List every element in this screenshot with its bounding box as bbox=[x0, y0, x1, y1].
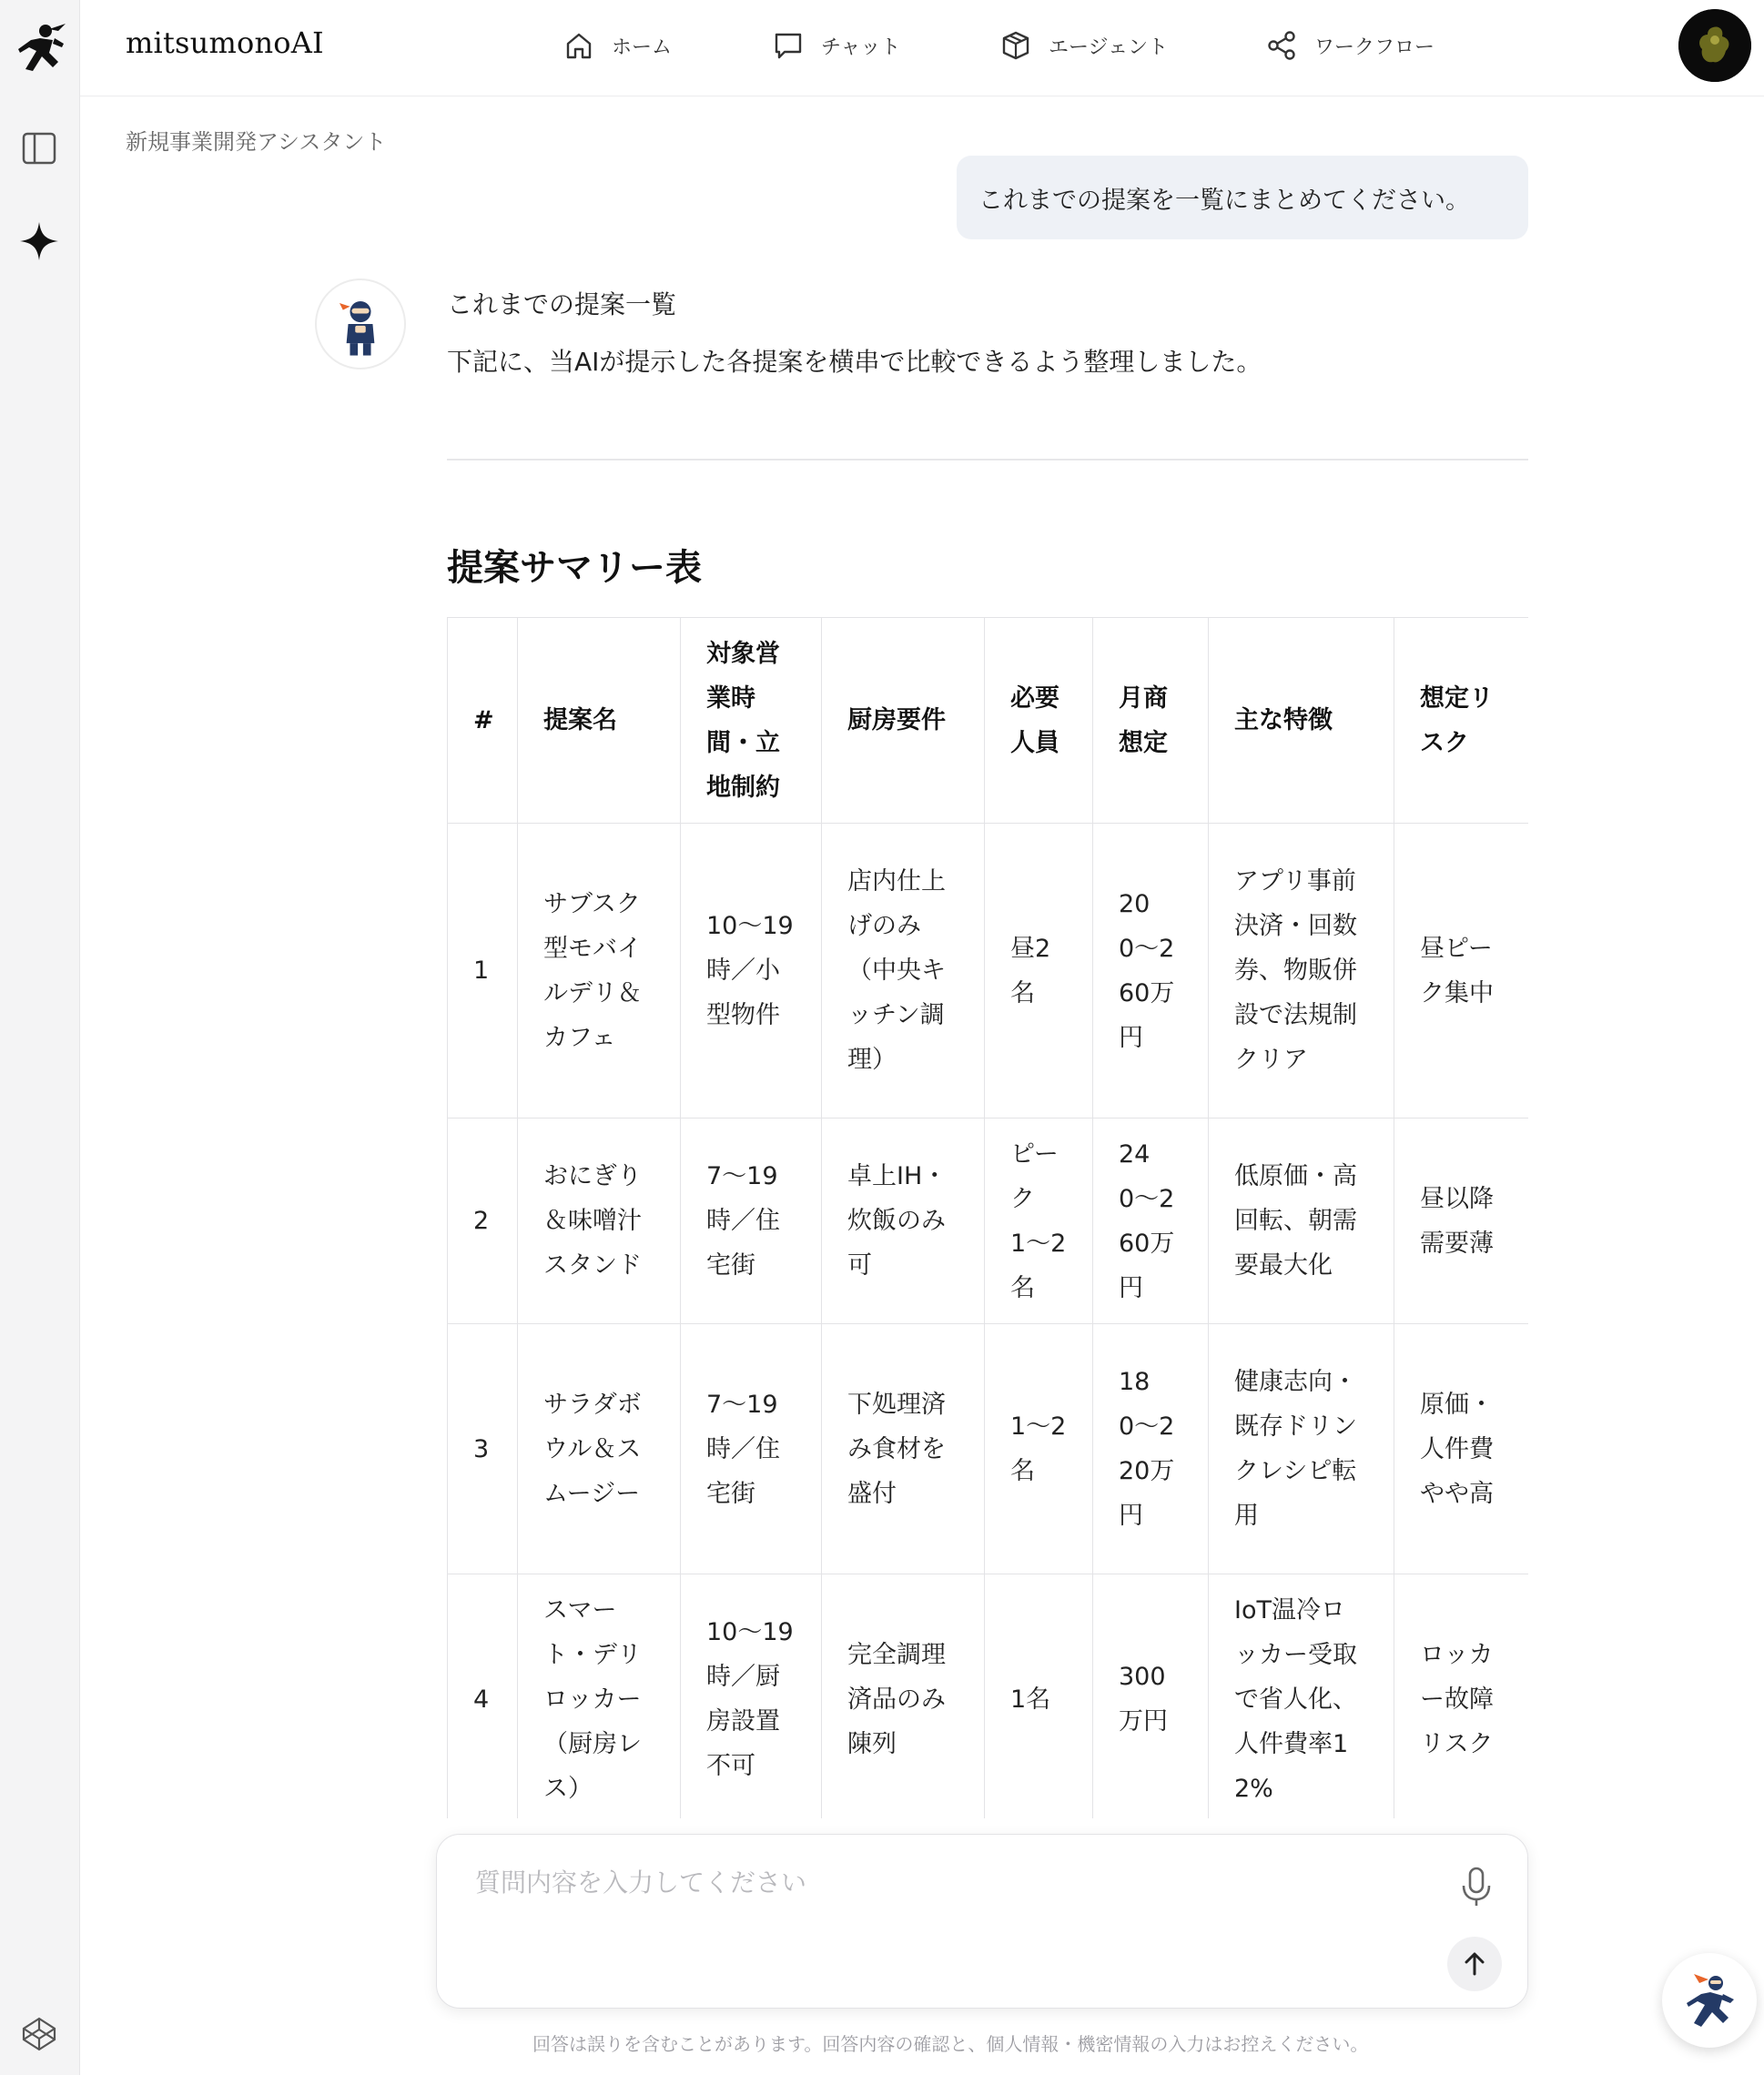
table-cell: 200〜260万円 bbox=[1093, 824, 1209, 1118]
table-cell: 完全調理済品のみ陳列 bbox=[822, 1574, 985, 1819]
brand-title[interactable]: mitsumonoAI bbox=[126, 25, 324, 60]
sparkle-icon[interactable] bbox=[18, 220, 60, 262]
ninja-avatar-icon bbox=[317, 280, 404, 368]
table-cell: ピーク1〜2名 bbox=[985, 1118, 1093, 1324]
table-cell: 1 bbox=[448, 824, 518, 1118]
divider bbox=[447, 459, 1528, 461]
nav-workflow-label: ワークフロー bbox=[1314, 35, 1435, 59]
table-cell: アプリ事前決済・回数券、物販併設で法規制クリア bbox=[1209, 824, 1394, 1118]
table-cell: 昼以降需要薄 bbox=[1394, 1118, 1529, 1324]
cube-icon bbox=[999, 29, 1032, 62]
table-row bbox=[448, 824, 1529, 1118]
table-cell: 10〜19時／小型物件 bbox=[681, 824, 822, 1118]
table-cell: 240〜260万円 bbox=[1093, 1118, 1209, 1324]
nav-agent-label: エージェント bbox=[1049, 35, 1169, 59]
table-header-cell: 想定リスク bbox=[1394, 618, 1529, 824]
nav-home-label: ホーム bbox=[612, 35, 673, 59]
table-cell: サラダボウル＆スムージー bbox=[518, 1324, 681, 1574]
ninja-logo-icon[interactable] bbox=[13, 20, 67, 80]
table-cell: 店内仕上げのみ（中央キッチン調理） bbox=[822, 824, 985, 1118]
table-cell: 7〜19時／住宅街 bbox=[681, 1324, 822, 1574]
table-cell: 180〜220万円 bbox=[1093, 1324, 1209, 1574]
arrow-up-icon bbox=[1461, 1950, 1488, 1978]
user-message-bubble: これまでの提案を一覧にまとめてください。 bbox=[957, 156, 1528, 239]
floating-ninja-helper-button[interactable] bbox=[1662, 1953, 1757, 2048]
nav-chat[interactable] bbox=[772, 27, 900, 64]
table-cell: おにぎり＆味噌汁スタンド bbox=[518, 1118, 681, 1324]
nav-workflow[interactable] bbox=[1265, 27, 1435, 64]
summary-table bbox=[447, 617, 1528, 1818]
disclaimer-text: 回答は誤りを含むことがあります。回答内容の確認と、個人情報・機密情報の入力はお控えください。 bbox=[532, 2033, 1369, 2055]
left-rail bbox=[0, 0, 80, 2075]
chat-icon bbox=[772, 29, 805, 62]
nav-agent[interactable] bbox=[999, 27, 1168, 64]
summary-table-container[interactable] bbox=[447, 617, 1528, 1818]
table-cell: 昼ピーク集中 bbox=[1394, 824, 1529, 1118]
message-composer bbox=[436, 1834, 1528, 2009]
table-cell: 健康志向・既存ドリンクレシピ転用 bbox=[1209, 1324, 1394, 1574]
table-cell: ロッカー故障リスク bbox=[1394, 1574, 1529, 1819]
table-row bbox=[448, 1324, 1529, 1574]
message-input[interactable] bbox=[475, 1868, 1422, 1898]
send-button[interactable] bbox=[1447, 1937, 1502, 1991]
table-cell: 4 bbox=[448, 1574, 518, 1819]
microphone-icon[interactable] bbox=[1458, 1866, 1495, 1908]
table-cell: サブスク型モバイルデリ＆カフェ bbox=[518, 824, 681, 1118]
assistant-avatar bbox=[315, 278, 406, 369]
table-row bbox=[448, 1118, 1529, 1324]
table-cell: スマート・デリロッカー（厨房レス） bbox=[518, 1574, 681, 1819]
sidebar-toggle-icon[interactable] bbox=[20, 129, 58, 167]
table-cell: 2 bbox=[448, 1118, 518, 1324]
running-ninja-icon bbox=[1678, 1969, 1741, 2032]
table-cell: 卓上IH・炊飯のみ可 bbox=[822, 1118, 985, 1324]
table-cell: 原価・人件費やや高 bbox=[1394, 1324, 1529, 1574]
table-cell: 10〜19時／厨房設置不可 bbox=[681, 1574, 822, 1819]
home-icon bbox=[563, 29, 595, 62]
nav-chat-label: チャット bbox=[821, 35, 901, 59]
table-cell: IoT温冷ロッカー受取で省人化、人件費率12% bbox=[1209, 1574, 1394, 1819]
table-cell: 1名 bbox=[985, 1574, 1093, 1819]
table-header-row bbox=[448, 618, 1529, 824]
top-header bbox=[80, 0, 1764, 96]
table-cell: 低原価・高回転、朝需要最大化 bbox=[1209, 1118, 1394, 1324]
section-title: 提案サマリー表 bbox=[447, 547, 702, 589]
table-header-cell: 主な特徴 bbox=[1209, 618, 1394, 824]
share-nodes-icon bbox=[1265, 29, 1298, 62]
codepen-icon[interactable] bbox=[20, 2015, 58, 2053]
table-cell: 7〜19時／住宅街 bbox=[681, 1118, 822, 1324]
table-header-cell: 厨房要件 bbox=[822, 618, 985, 824]
breadcrumb[interactable]: 新規事業開発アシスタント bbox=[126, 129, 387, 155]
table-header-cell: 月商想定 bbox=[1093, 618, 1209, 824]
table-cell: 1〜2名 bbox=[985, 1324, 1093, 1574]
table-row bbox=[448, 1574, 1529, 1819]
table-header-cell: # bbox=[448, 618, 518, 824]
table-header-cell: 必要人員 bbox=[985, 618, 1093, 824]
table-cell: 昼2名 bbox=[985, 824, 1093, 1118]
nav-home[interactable] bbox=[563, 27, 672, 64]
table-header-cell: 対象営業時間・立地制約 bbox=[681, 618, 822, 824]
table-cell: 300万円 bbox=[1093, 1574, 1209, 1819]
table-header-cell: 提案名 bbox=[518, 618, 681, 824]
assistant-intro: 下記に、当AIが提示した各提案を横串で比較できるよう整理しました。 bbox=[447, 347, 1262, 377]
user-avatar[interactable] bbox=[1678, 9, 1751, 82]
table-cell: 下処理済み食材を盛付 bbox=[822, 1324, 985, 1574]
table-cell: 3 bbox=[448, 1324, 518, 1574]
assistant-heading: これまでの提案一覧 bbox=[447, 289, 677, 319]
